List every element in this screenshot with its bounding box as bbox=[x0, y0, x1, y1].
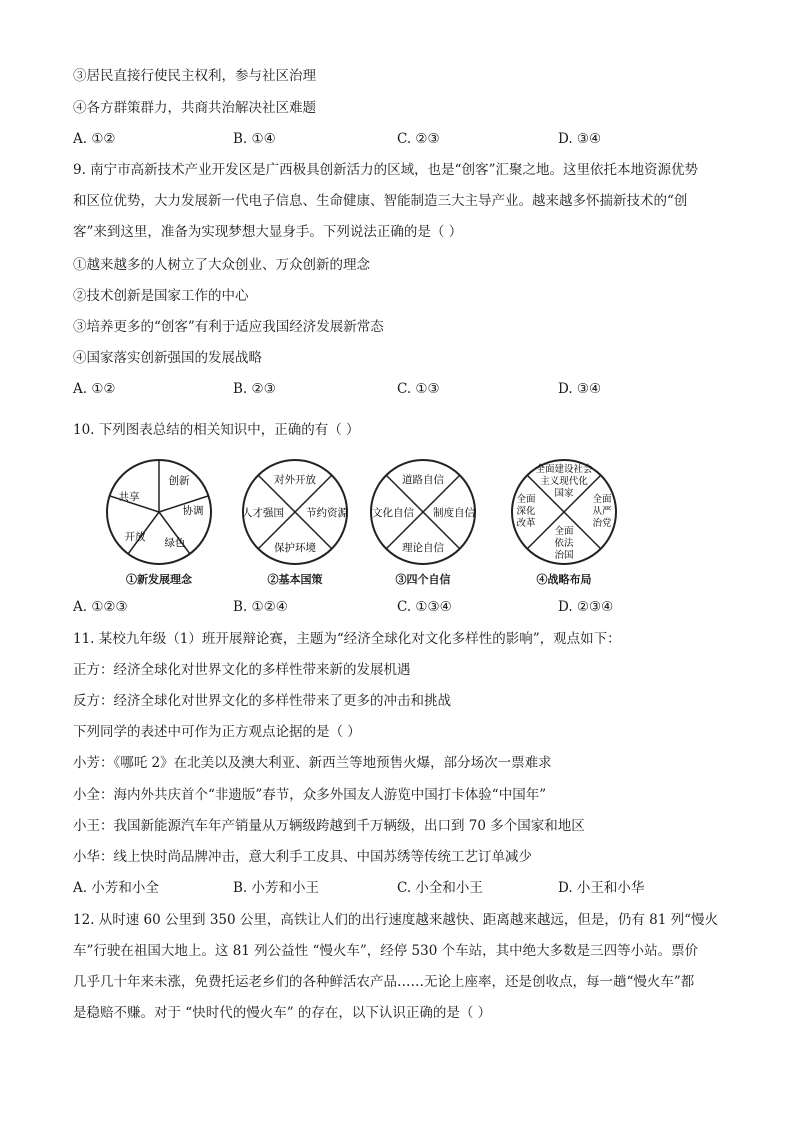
diagram-4-bottom-line-1: 全面 bbox=[554, 526, 574, 537]
q9-option-a: A. ①② bbox=[73, 381, 116, 397]
diagram-1-cell-coordination: 协调 bbox=[182, 505, 204, 517]
q11-student-xiaowang: 小王：我国新能源汽车年产销量从万辆级跨越到千万辆级，出口到 70 多个国家和地区 bbox=[73, 818, 585, 834]
diagram-1-cell-openness: 开放 bbox=[124, 531, 146, 543]
q9-statement-3: ③培养更多的“创客”有利于适应我国经济发展新常态 bbox=[73, 319, 384, 335]
q9-statement-4: ④国家落实创新强国的发展战略 bbox=[73, 350, 262, 366]
diagram-4-svg bbox=[484, 456, 644, 568]
q9-stem-line-2: 和区位优势，大力发展新一代电子信息、生命健康、智能制造三大主导产业。越来越多怀揣新技术的“创 bbox=[73, 193, 688, 209]
diagram-2-cell-opening-up: 对外开放 bbox=[274, 474, 316, 486]
q10-stem: 10. 下列图表总结的相关知识中，正确的有（ ） bbox=[73, 422, 360, 438]
diagram-4-top-line-2: 主义现代化 bbox=[540, 476, 588, 487]
diagram-4-right-line-2: 从严 bbox=[592, 506, 612, 517]
q8-option-a: A. ①② bbox=[73, 131, 116, 147]
diagram-3-cell-culture: 文化自信 bbox=[372, 507, 414, 519]
q11-pro-side: 正方：经济全球化对世界文化的多样性带来新的发展机遇 bbox=[73, 662, 411, 678]
diagram-3-svg bbox=[343, 456, 503, 568]
diagram-4-right-line-1: 全面 bbox=[592, 494, 612, 505]
q10-option-c: C. ①③④ bbox=[397, 599, 452, 615]
q12-stem-line-2: 车”行驶在祖国大地上。这 81 列公益性 “慢火车”，经停 530 个车站，其中绝大多数是三四等小站。票价 bbox=[73, 943, 699, 959]
diagram-3-cell-system: 制度自信 bbox=[433, 507, 475, 519]
diagram-3-cell-path: 道路自信 bbox=[402, 474, 444, 486]
diagram-2-cell-talent: 人才强国 bbox=[242, 507, 284, 519]
q11-option-a: A. 小芳和小全 bbox=[73, 880, 159, 896]
q10-option-a: A. ①②③ bbox=[73, 599, 128, 615]
diagram-4-top-line-1: 全面建设社会 bbox=[535, 464, 593, 475]
q9-stem-line-3: 客”来到这里，准备为实现梦想大显身手。下列说法正确的是（ ） bbox=[73, 224, 463, 240]
diagram-4-bottom-line-3: 治国 bbox=[554, 550, 574, 561]
q11-option-d: D. 小王和小华 bbox=[558, 880, 645, 896]
diagram-4-right-line-3: 治党 bbox=[592, 518, 612, 529]
q8-option-d: D. ③④ bbox=[558, 131, 602, 147]
q11-option-c: C. 小全和小王 bbox=[397, 880, 483, 896]
q8-option-c: C. ②③ bbox=[397, 131, 440, 147]
q11-question: 下列同学的表述中可作为正方观点论据的是（ ） bbox=[73, 724, 361, 740]
diagram-2-cell-conserve: 节约资源 bbox=[306, 507, 348, 519]
q9-option-b: B. ②③ bbox=[233, 381, 276, 397]
diagram-4-caption: ④战略布局 bbox=[536, 573, 592, 586]
diagram-1-cell-innovation: 创新 bbox=[168, 475, 190, 487]
q8-option-b: B. ①④ bbox=[233, 131, 276, 147]
diagram-2-caption: ②基本国策 bbox=[267, 573, 323, 586]
q8-statement-4: ④各方群策群力，共商共治解决社区难题 bbox=[73, 100, 316, 116]
q12-stem-line-1: 12. 从时速 60 公里到 350 公里，高铁让人们的出行速度越来越快、距离越来越远，但是，仍有 81 列“慢火 bbox=[73, 912, 719, 928]
q10-option-d: D. ②③④ bbox=[558, 599, 614, 615]
diagram-2-cell-environment: 保护环境 bbox=[274, 542, 316, 554]
q10-option-b: B. ①②④ bbox=[233, 599, 288, 615]
q8-statement-3: ③居民直接行使民主权利，参与社区治理 bbox=[73, 68, 316, 84]
q9-option-c: C. ①③ bbox=[397, 381, 440, 397]
diagram-3-cell-theory: 理论自信 bbox=[402, 542, 444, 554]
diagram-1-cell-sharing: 共享 bbox=[118, 491, 140, 503]
q9-option-d: D. ③④ bbox=[558, 381, 602, 397]
q9-statement-1: ①越来越多的人树立了大众创业、万众创新的理念 bbox=[73, 257, 370, 273]
diagram-4-left-line-2: 深化 bbox=[516, 506, 536, 517]
q12-stem-line-3: 几乎几十年来未涨，免费托运老乡们的各种鲜活农产品……无论上座率，还是创收点，每一趟“慢火车”都 bbox=[73, 974, 695, 990]
diagram-1-cell-green: 绿色 bbox=[164, 537, 186, 549]
diagram-4-bottom-line-2: 依法 bbox=[554, 538, 574, 549]
q9-stem-line-1: 9. 南宁市高新技术产业开发区是广西极具创新活力的区域，也是“创客”汇聚之地。这里依托本地资源优势 bbox=[73, 162, 698, 178]
q9-statement-2: ②技术创新是国家工作的中心 bbox=[73, 288, 249, 304]
q11-con-side: 反方：经济全球化对世界文化的多样性带来了更多的冲击和挑战 bbox=[73, 693, 451, 709]
q11-student-xiaoquan: 小全：海内外共庆首个“非遗版”春节，众多外国友人游览中国打卡体验“中国年” bbox=[73, 787, 547, 803]
q11-student-xiaofang: 小芳：《哪吒 2》在北美以及澳大利亚、新西兰等地预售火爆，部分场次一票难求 bbox=[73, 755, 552, 771]
diagram-4-left-line-3: 改革 bbox=[516, 518, 536, 529]
diagram-3-caption: ③四个自信 bbox=[395, 573, 451, 586]
q12-stem-line-4: 是稳赔不赚。对于 “快时代的慢火车” 的存在，以下认识正确的是（ ） bbox=[73, 1005, 492, 1021]
q11-option-b: B. 小芳和小王 bbox=[233, 880, 320, 896]
diagram-strategic-layout bbox=[484, 456, 644, 568]
diagram-four-confidences bbox=[343, 456, 503, 568]
diagram-4-top-line-3: 国家 bbox=[554, 488, 574, 499]
diagram-4-left-line-1: 全面 bbox=[516, 494, 536, 505]
diagram-1-caption: ①新发展理念 bbox=[126, 573, 192, 586]
q11-student-xiaohua: 小华：线上快时尚品牌冲击，意大利手工皮具、中国苏绣等传统工艺订单减少 bbox=[73, 849, 532, 865]
q11-stem: 11. 某校九年级（1）班开展辩论赛，主题为“经济全球化对文化多样性的影响”，观点如下： bbox=[73, 631, 621, 647]
